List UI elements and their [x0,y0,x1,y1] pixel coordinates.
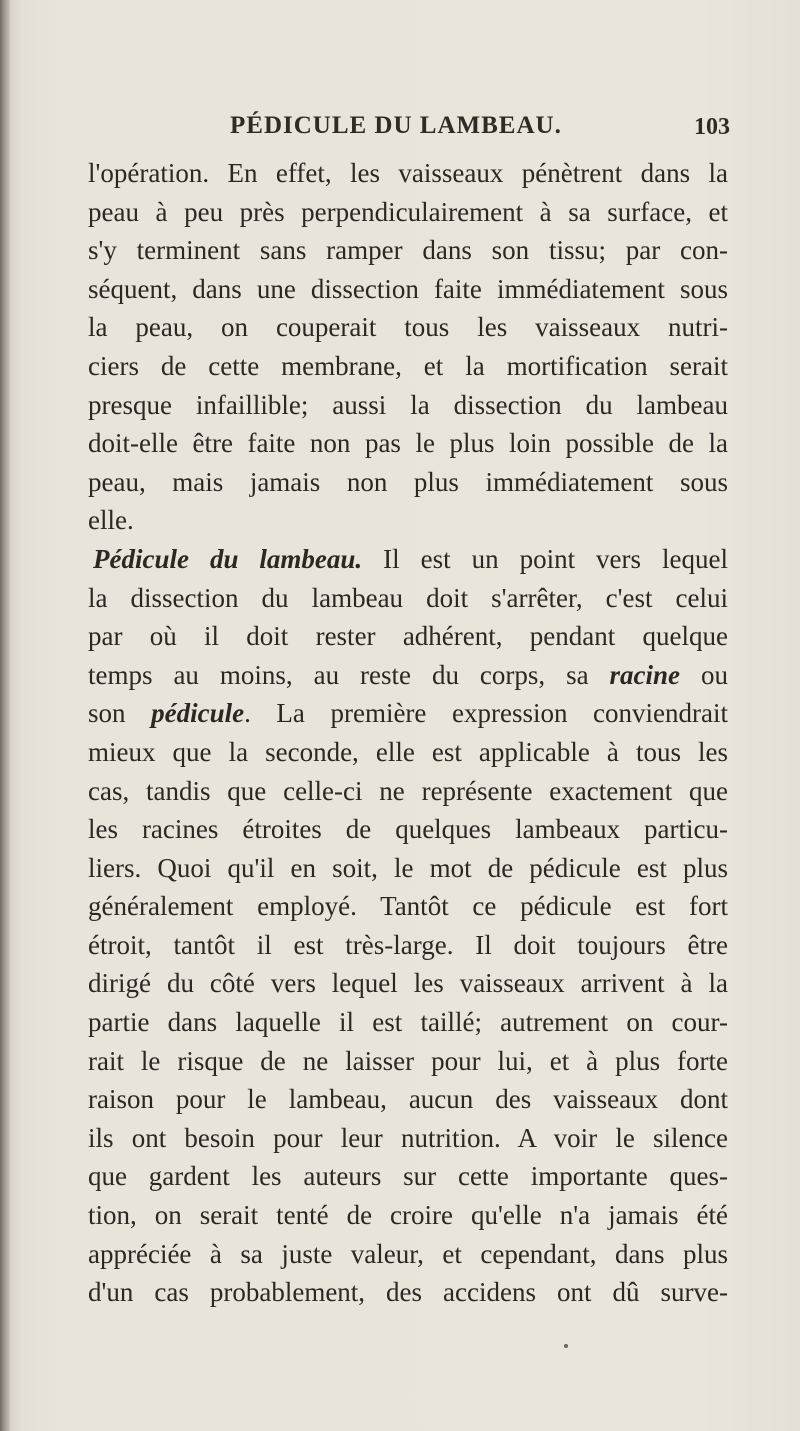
text-line: séquent, dans une dissection faite immédiatement sous [88,273,728,304]
italic-term: racine [609,659,681,690]
running-head [90,112,740,146]
text-line: tion, on serait tenté de croire qu'elle n'a jamais été [88,1200,728,1231]
text-line: l'opération. En effet, les vaisseaux pénètrent dans la [88,158,728,188]
text-line: étroit, tantôt il est très-large. Il doit toujours être [88,929,728,960]
text-line: rait le risque de ne laisser pour lui, et à plus forte [88,1045,728,1076]
section-heading-line: Pédicule du lambeau. Il est un point vers lequel [93,543,728,574]
paper-speck [564,1344,568,1348]
text-line: son pédicule. La première expression conviendrait [88,698,728,729]
text-line: ciers de cette membrane, et la mortification serait [88,350,728,381]
text-line: la dissection du lambeau doit s'arrêter, c'est celui [88,582,728,613]
text-line: que gardent les auteurs sur cette importante ques- [88,1161,728,1192]
text-line: elle. [88,505,134,536]
text-line: peau à peu près perpendiculairement à sa surface, et [88,196,728,227]
body-text [88,154,728,1312]
text-line: la peau, on couperait tous les vaisseaux nutri- [88,312,728,343]
text-line: peau, mais jamais non plus immédiatement sous [88,466,728,497]
section-heading: Pédicule du lambeau. [93,543,363,574]
text-line: d'un cas probablement, des accidens ont dû surve- [88,1277,728,1308]
text-line: liers. Quoi qu'il en soit, le mot de pédicule est plus [88,852,728,883]
text-line: s'y terminent sans ramper dans son tissu; par con- [88,235,728,266]
text-line: raison pour le lambeau, aucun des vaisseaux dont [88,1084,728,1115]
text-line: dirigé du côté vers lequel les vaisseaux arrivent à la [88,968,728,999]
text-line: ils ont besoin pour leur nutrition. A voir le silence [88,1122,728,1153]
text-line: par où il doit rester adhérent, pendant quelque [88,621,728,652]
italic-term: pédicule [151,698,245,729]
text-line: temps au moins, au reste du corps, sa racine ou [88,659,728,690]
running-head-title: PÉDICULE DU LAMBEAU. [230,112,562,139]
text-line: presque infaillible; aussi la dissection du lambeau [88,389,728,420]
text-line: généralement employé. Tantôt ce pédicule est fort [88,891,728,922]
text-line: doit-elle être faite non pas le plus loin possible de la [88,428,728,459]
text-line: mieux que la seconde, elle est applicable à tous les [88,736,728,767]
text-line: les racines étroites de quelques lambeaux particu- [88,814,728,845]
text-line: partie dans laquelle il est taillé; autrement on cour- [88,1007,728,1038]
text-line: cas, tandis que celle-ci ne représente exactement que [88,775,728,806]
text-line: appréciée à sa juste valeur, et cependant, dans plus [88,1238,728,1269]
book-spine-shadow [0,0,10,1431]
page-number: 103 [694,114,730,140]
